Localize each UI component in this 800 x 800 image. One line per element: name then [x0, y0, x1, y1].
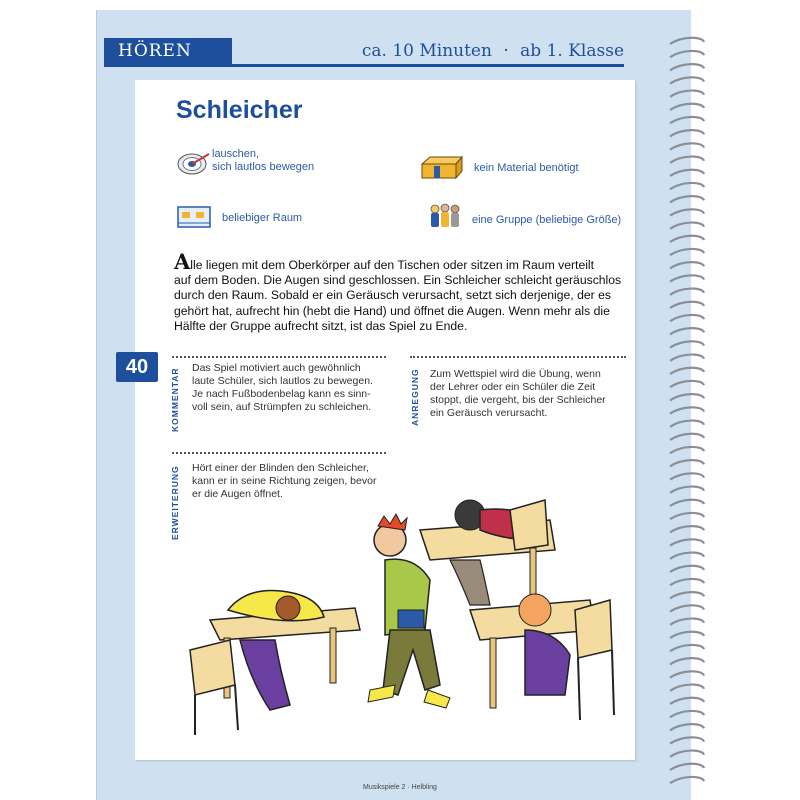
header-separator: · — [503, 41, 509, 61]
erweiterung-label: ERWEITERUNG — [170, 465, 180, 540]
spiral-coil — [670, 381, 704, 387]
description-line-5: Hälfte der Gruppe aufrecht sitzt, ist das Spiel zu Ende. — [174, 318, 468, 333]
kommentar-line-2: laute Schüler, sich lautlos zu bewegen. — [192, 375, 373, 387]
spiral-coil — [670, 447, 704, 453]
spiral-coil — [670, 289, 704, 295]
spiral-coil — [670, 777, 704, 783]
spiral-coil — [670, 170, 704, 176]
anregung-line-3: stoppt, die vergeht, bis der Schleicher — [430, 394, 606, 406]
section-label: HÖREN — [104, 38, 232, 64]
kommentar-label: KOMMENTAR — [170, 367, 180, 432]
spiral-coil — [670, 223, 704, 229]
duration: ca. 10 Minuten — [361, 41, 492, 61]
spiral-coil — [670, 77, 704, 83]
grade-level: ab 1. Klasse — [520, 41, 624, 61]
goal-line-1: lauschen, — [212, 148, 260, 160]
erweiterung-line-2: kann er in seine Richtung zeigen, bevor — [192, 475, 377, 487]
spiral-coil — [670, 658, 704, 664]
spiral-coil — [670, 592, 704, 598]
footer: Musikspiele 2 · Helbling — [363, 784, 437, 791]
spiral-coil — [670, 500, 704, 506]
room-icon — [176, 204, 212, 230]
spiral-coil — [670, 328, 704, 334]
spiral-coil — [670, 751, 704, 757]
spiral-coil — [670, 236, 704, 242]
erweiterung-line-1: Hört einer der Blinden den Schleicher, — [192, 462, 369, 474]
spiral-coil — [670, 341, 704, 347]
spiral-binding-icon — [668, 30, 708, 790]
spiral-coil — [670, 117, 704, 123]
spiral-coil — [670, 632, 704, 638]
spiral-coil — [670, 275, 704, 281]
spiral-coil — [670, 473, 704, 479]
kommentar-line-1: Das Spiel motiviert auch gewöhnlich — [192, 362, 361, 374]
page-header — [104, 38, 624, 67]
target-ear-icon — [176, 150, 212, 176]
spiral-coil — [670, 737, 704, 743]
page-number-badge: 40 — [116, 352, 158, 382]
group-icon — [426, 202, 464, 230]
spiral-coil — [670, 685, 704, 691]
kommentar-line-4: voll sein, auf Strümpfen zu schleichen. — [192, 401, 372, 413]
spiral-coil — [670, 315, 704, 321]
erweiterung-divider — [172, 452, 386, 454]
spiral-coil — [670, 104, 704, 110]
drop-cap: A — [174, 249, 191, 274]
spiral-coil — [670, 407, 704, 413]
spiral-coil — [670, 355, 704, 361]
spiral-coil — [670, 579, 704, 585]
spiral-coil — [670, 671, 704, 677]
spiral-coil — [670, 157, 704, 163]
group-text: eine Gruppe (beliebige Größe) — [472, 214, 622, 226]
spiral-coil — [670, 209, 704, 215]
anregung-line-2: der Lehrer oder ein Schüler die Zeit — [430, 381, 596, 393]
spiral-coil — [670, 724, 704, 730]
room-text: beliebiger Raum — [222, 212, 303, 224]
spiral-coil — [670, 51, 704, 57]
header-info — [362, 38, 624, 64]
kommentar-divider — [172, 356, 386, 358]
material-box-icon — [420, 154, 464, 182]
spiral-coil — [670, 566, 704, 572]
spiral-coil — [670, 460, 704, 466]
classroom-illustration — [180, 490, 630, 740]
anregung-divider — [410, 356, 626, 358]
spiral-coil — [670, 130, 704, 136]
spiral-coil — [670, 553, 704, 559]
spiral-coil — [670, 249, 704, 255]
spiral-coil — [670, 394, 704, 400]
spiral-coil — [670, 605, 704, 611]
goal-text — [212, 148, 314, 174]
spiral-coil — [670, 302, 704, 308]
kommentar-text — [192, 362, 392, 414]
spiral-coil — [670, 698, 704, 704]
spiral-coil — [670, 91, 704, 97]
spiral-coil — [670, 183, 704, 189]
spiral-coil — [670, 38, 704, 44]
spiral-coil — [670, 368, 704, 374]
spiral-coil — [670, 526, 704, 532]
spiral-coil — [670, 434, 704, 440]
spiral-coil — [670, 64, 704, 70]
spiral-coil — [670, 539, 704, 545]
spiral-coil — [670, 196, 704, 202]
spiral-coil — [670, 645, 704, 651]
spiral-coil — [670, 143, 704, 149]
description-paragraph — [174, 249, 624, 334]
spiral-coil — [670, 487, 704, 493]
anregung-line-1: Zum Wettspiel wird die Übung, wenn — [430, 368, 601, 380]
spiral-coil — [670, 619, 704, 625]
kommentar-line-3: Je nach Fußbodenbelag kann es sinn- — [192, 388, 371, 400]
description-line-1 — [174, 249, 624, 274]
spiral-coil — [670, 421, 704, 427]
page-title: Schleicher — [176, 96, 303, 124]
description-line-3: durch den Raum. Sobald er ein Geräusch verursacht, setzt sich derjenige, der es — [174, 288, 611, 303]
anregung-line-4: ein Geräusch verursacht. — [430, 407, 548, 419]
spiral-coil — [670, 513, 704, 519]
goal-line-2: sich lautlos bewegen — [212, 161, 315, 173]
description-line-1-text: lle liegen mit dem Oberkörper auf den Tischen oder sitzen im Raum verteilt — [190, 258, 595, 272]
material-text: kein Material benötigt — [474, 162, 579, 174]
spiral-coil — [670, 711, 704, 717]
erweiterung-line-3: er die Augen öffnet. — [192, 488, 283, 500]
spiral-coil — [670, 262, 704, 268]
anregung-label: ANREGUNG — [410, 368, 420, 426]
anregung-text — [430, 368, 630, 420]
spiral-coil — [670, 764, 704, 770]
description-line-4: gehört hat, aufrecht hin (hebt die Hand) und öffnet die Augen. Wenn mehr als die — [174, 303, 610, 318]
description-line-2: auf dem Boden. Die Augen sind geschlossen. Ein Schleicher schleicht geräuschlos — [174, 273, 622, 288]
